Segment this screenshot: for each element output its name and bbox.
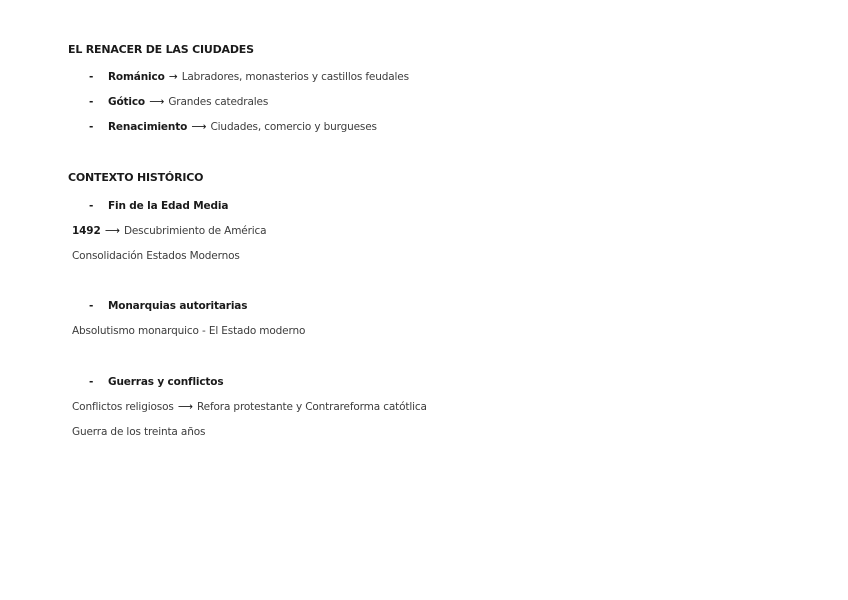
desc-gotico: Grandes catedrales (168, 96, 269, 108)
subheading-monarquias: Monarquias autoritarias (108, 300, 248, 312)
arrow-icon: ⟶ (149, 96, 165, 108)
term-renacimiento: Renacimiento (108, 121, 188, 133)
text-conflictos (72, 400, 427, 414)
arrow-icon: → (168, 71, 178, 83)
subheading-guerras: Guerras y conflictos (108, 376, 224, 388)
year-label: 1492 (72, 225, 101, 237)
section-heading-contexto: CONTEXTO HISTÓRICO (68, 171, 204, 184)
desc-romanico: Labradores, monasterios y castillos feudales (181, 71, 409, 83)
bullet-dash: - (89, 300, 94, 312)
text-conflictos-religiosos: Conflictos religiosos (72, 401, 174, 413)
section-heading-renacer: EL RENACER DE LAS CIUDADES (68, 43, 254, 56)
arrow-icon: ⟶ (104, 225, 120, 237)
bullet-dash: - (89, 376, 94, 388)
subheading-fin-edad-media: Fin de la Edad Media (108, 200, 229, 212)
bullet-dash: - (89, 200, 94, 212)
text-descubrimiento: Descubrimiento de América (123, 225, 267, 237)
text-consolidacion: Consolidación Estados Modernos (72, 250, 240, 262)
text-reforma: Refora protestante y Contrareforma catótlica (196, 401, 427, 413)
text-absolutismo: Absolutismo monarquico - El Estado moderno (72, 325, 306, 337)
desc-renacimiento: Ciudades, comercio y burgueses (210, 121, 377, 133)
bullet-dash: - (89, 121, 94, 133)
arrow-icon: ⟶ (191, 121, 207, 133)
arrow-icon: ⟶ (177, 401, 193, 413)
term-romanico: Románico (108, 71, 165, 83)
bullet-dash: - (89, 71, 94, 83)
text-guerra-treinta: Guerra de los treinta años (72, 426, 206, 438)
bullet-dash: - (89, 96, 94, 108)
term-gotico: Gótico (108, 96, 145, 108)
text-line-1492 (72, 224, 266, 238)
